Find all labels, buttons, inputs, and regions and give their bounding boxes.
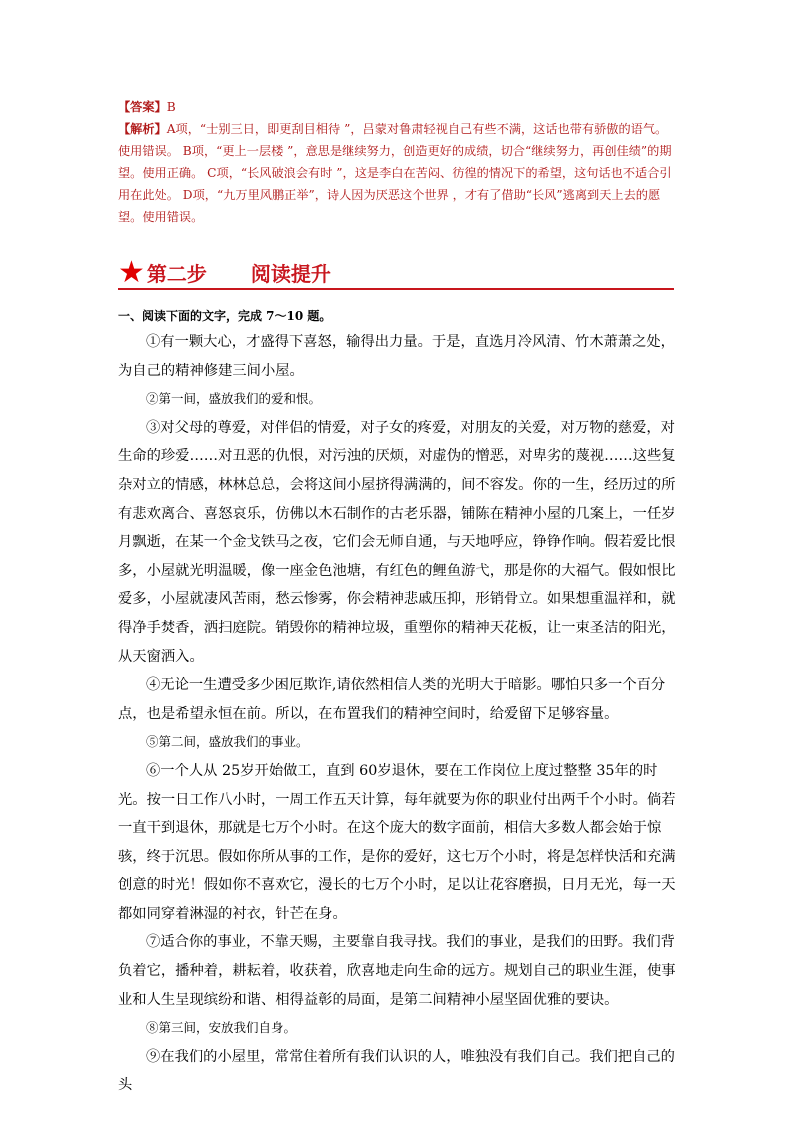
paragraph-1: ①有一颗大心，才盛得下喜怒，输得出力量。于是，直选月冷风清、竹木萧萧之处，为自己的精神修建三间小屋。 xyxy=(118,334,675,379)
section-heading: 一、阅读下面的文字，完成 7～10 题。 xyxy=(118,309,332,323)
star-icon: ★ xyxy=(118,255,145,290)
step-title: 第二步 xyxy=(146,262,207,286)
analysis-text: A项，“士别三日，即更刮目相待 ”，吕蒙对鲁肃轻视自己有些不满，这话也带有骄傲的语气。使用错误。 B项，“更上一层楼 ”，意思是继续努力，创造更好的成绩，切合“继续努力，再创佳绩”的期望。使用正确。 C项，“长风破浪会有时 ”，这是李白在苦闷、彷徨的情况下的希望，这句话也不适合引用在此处。 D项，“九万里风鹏正举”，诗人因为厌恶这个世界 ，才有了借助“长风”逃离到天上去的愿望。使用错误。 xyxy=(118,122,672,224)
answer-line xyxy=(118,96,678,118)
answer-block xyxy=(118,96,678,228)
paragraph-6: ⑥一个人从 25岁开始做工，直到 60岁退休，要在工作岗位上度过整整 35年的时光。按一日工作八小时，一周工作五天计算，每年就要为你的职业付出两千个小时。倘若一直干到退休，那就是七万个小时。在这个庞大的数字面前，相信大多数人都会始于惊骇，终于沉思。假如你所从事的工作，是你的爱好，这七万个小时，将是怎样快活和充满创意的时光！假如你不喜欢它，漫长的七万个小时，足以让花容磨损，日月无光，每一天都如同穿着淋湿的衬衣，针芒在身。 xyxy=(118,762,676,922)
paragraph-9: ⑨在我们的小屋里，常常住着所有我们认识的人，唯独没有我们自己。我们把自己的头 xyxy=(118,1048,675,1094)
paragraph-2: ②第一间，盛放我们的爱和恨。 xyxy=(146,391,322,407)
analysis-label: 【解析】 xyxy=(118,122,167,136)
paragraph-4: ④无论一生遭受多少困厄欺诈,请依然相信人类的光明大于暗影。哪怕只多一个百分点，也是希望永恒在前。所以，在布置我们的精神空间时，给爱留下足够容量。 xyxy=(118,677,666,722)
paragraph-3: ③对父母的尊爱，对伴侣的情爱，对子女的疼爱，对朋友的关爱，对万物的慈爱，对生命的珍爱……对丑恶的仇恨，对污浊的厌烦，对虚伪的憎恶，对卑劣的蔑视……这些复杂对立的情感，林林总总，会将这间小屋挤得满满的，间不容发。你的一生，经历过的所有悲欢离合、喜怒哀乐，仿佛以木石制作的古老乐器，铺陈在精神小屋的几案上，一任岁月飘逝，在某一个金戈铁马之夜，它们会无师自通，与天地呼应，铮铮作响。假若爱比恨多，小屋就光明温暖，像一座金色池塘，有红色的鲤鱼游弋，那是你的大福气。假如恨比爱多，小屋就凄风苦雨，愁云惨雾，你会精神悲戚压抑，形销骨立。如果想重温祥和，就得净手焚香，洒扫庭院。销毁你的精神垃圾，重塑你的精神天花板，让一束圣洁的阳光，从天窗洒入。 xyxy=(118,419,676,665)
reading-passage xyxy=(118,328,678,1100)
step-heading xyxy=(118,255,674,290)
answer-label: 【答案】 xyxy=(118,100,167,114)
answer-value: B xyxy=(166,100,176,114)
analysis-paragraph xyxy=(118,118,678,228)
paragraph-5: ⑤第二间，盛放我们的事业。 xyxy=(146,734,309,750)
paragraph-7: ⑦适合你的事业，不靠天赐，主要靠自我寻找。我们的事业，是我们的田野。我们背负着它，播种着，耕耘着，收获着，欣喜地走向生命的远方。规划自己的职业生涯，使事业和人生呈现缤纷和谐、相得益彰的局面，是第二间精神小屋坚固优雅的要诀。 xyxy=(118,934,676,1008)
paragraph-8: ⑧第三间，安放我们自身。 xyxy=(146,1020,297,1036)
step-subtitle: 阅读提升 xyxy=(250,262,331,286)
